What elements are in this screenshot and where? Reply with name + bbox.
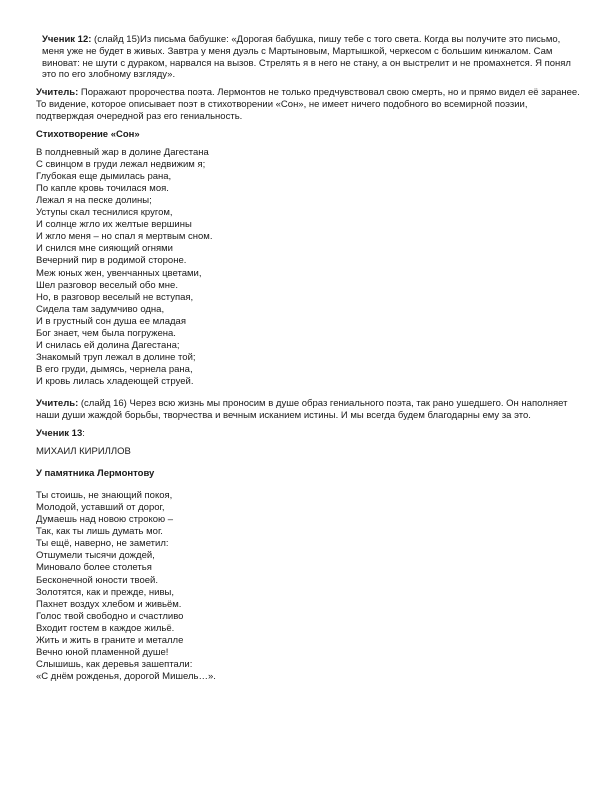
poem-line: Глубокая еще дымилась рана, <box>36 170 172 182</box>
poem-line: Голос твой свободно и счастливо <box>36 610 184 622</box>
poem-line: Но, в разговор веселый не вступая, <box>36 291 194 303</box>
poem-line: Слышишь, как деревья зашептали: <box>36 659 193 671</box>
poem-line: Вечерний пир в родимой стороне. <box>36 255 187 267</box>
poem-line: Думаешь над новою строкою – <box>36 514 174 526</box>
poem-author: МИХАИЛ КИРИЛЛОВ <box>36 445 131 457</box>
poem-line: Ты стоишь, не знающий покоя, <box>36 489 173 501</box>
poem-line: «С днём рожденья, дорогой Мишель…». <box>36 671 216 683</box>
speaker-label: Ученик 12: <box>42 34 92 45</box>
poem-line: Знакомый труп лежал в долине той; <box>36 352 196 364</box>
poem-line: Миновало более столетья <box>36 562 152 574</box>
poem-line: И солнце жгло их желтые вершины <box>36 219 192 231</box>
paragraph-student-13 <box>36 428 584 440</box>
poem-son <box>36 147 584 389</box>
poem-line: Шел разговор веселый обо мне. <box>36 279 178 291</box>
poem-title-monument: У памятника Лермонтову <box>36 467 155 479</box>
poem-line: И в грустный сон душа ее младая <box>36 315 186 327</box>
poem-line: Так, как ты лишь думать мог. <box>36 526 163 538</box>
speaker-suffix: : <box>82 428 85 440</box>
poem-line: Молодой, уставший от дорог, <box>36 501 165 513</box>
paragraph-text: Поражают пророчества поэта. Лермонтов не только предчувствовал свою смерть, но и прямо видел её заранее. То видение, которое описывает поэт в стихотворении «Сон», не имеет ничего подобного во всемирной поэзии, подтверждая очередной раз его гениальность. <box>36 87 580 122</box>
paragraph-teacher-2 <box>36 398 584 422</box>
poem-line: Пахнет воздух хлебом и живьём. <box>36 598 182 610</box>
poem-line: Входит гостем в каждое жильё. <box>36 622 175 634</box>
speaker-label: Учитель: <box>36 398 79 410</box>
poem-line: Золотятся, как и прежде, нивы, <box>36 586 174 598</box>
poem-line: Бесконечной юности твоей. <box>36 574 158 586</box>
poem-line: И снился мне сияющий огнями <box>36 243 173 255</box>
poem-line: Ты ещё, наверно, не заметил: <box>36 538 169 550</box>
poem-line: И жгло меня – но спал я мертвым сном. <box>36 231 213 243</box>
poem-line: Жить и жить в граните и металле <box>36 634 184 646</box>
paragraph-text: (слайд 16) Через всю жизнь мы проносим в душе образ гениального поэта, так рано ушедшего. Он наполняет наши души жаждой борьбы, творчества и вечным исканием истины. И мы всегда будем благодарны ему за это. <box>36 398 568 422</box>
poem-monument <box>36 490 584 684</box>
poem-title-son: Стихотворение «Сон» <box>36 128 140 140</box>
poem-line: Вечно юной пламенной душе! <box>36 647 169 659</box>
poem-line: В его груди, дымясь, чернела рана, <box>36 364 193 376</box>
poem-line: Отшумели тысячи дождей, <box>36 550 155 562</box>
poem-line: Меж юных жен, увенчанных цветами, <box>36 267 202 279</box>
speaker-label: Учитель: <box>36 87 79 99</box>
document-page <box>36 34 584 689</box>
paragraph-text: (слайд 15)Из письма бабушке: «Дорогая бабушка, пишу тебе с того света. Когда вы получите это письмо, меня уже не будет в живых. Завтра у меня дуэль с Мартыновым, Мартышкой, черкесом с большим кинжалом. Сам виноват: не шути с дураком, нарвался на вызов. Стрелять я в него не стану, а он выстрелит и не промахнется. Я понял это по его злобному взгляду». <box>42 34 571 81</box>
poem-line: По капле кровь точилася моя. <box>36 182 169 194</box>
poem-line: Бог знает, чем была погружена. <box>36 327 176 339</box>
paragraph-student-12 <box>36 34 584 81</box>
poem-line: И снилась ей долина Дагестана; <box>36 340 180 352</box>
poem-line: Уступы скал теснилися кругом, <box>36 207 173 219</box>
poem-line: Лежал я на песке долины; <box>36 194 152 206</box>
poem-line: Сидела там задумчиво одна, <box>36 303 165 315</box>
speaker-label: Ученик 13 <box>36 428 83 440</box>
poem-line: С свинцом в груди лежал недвижим я; <box>36 158 206 170</box>
poem-line: И кровь лилась хладеющей струей. <box>36 376 194 388</box>
poem-line: В полдневный жар в долине Дагестана <box>36 146 209 158</box>
paragraph-teacher-1 <box>36 87 584 122</box>
